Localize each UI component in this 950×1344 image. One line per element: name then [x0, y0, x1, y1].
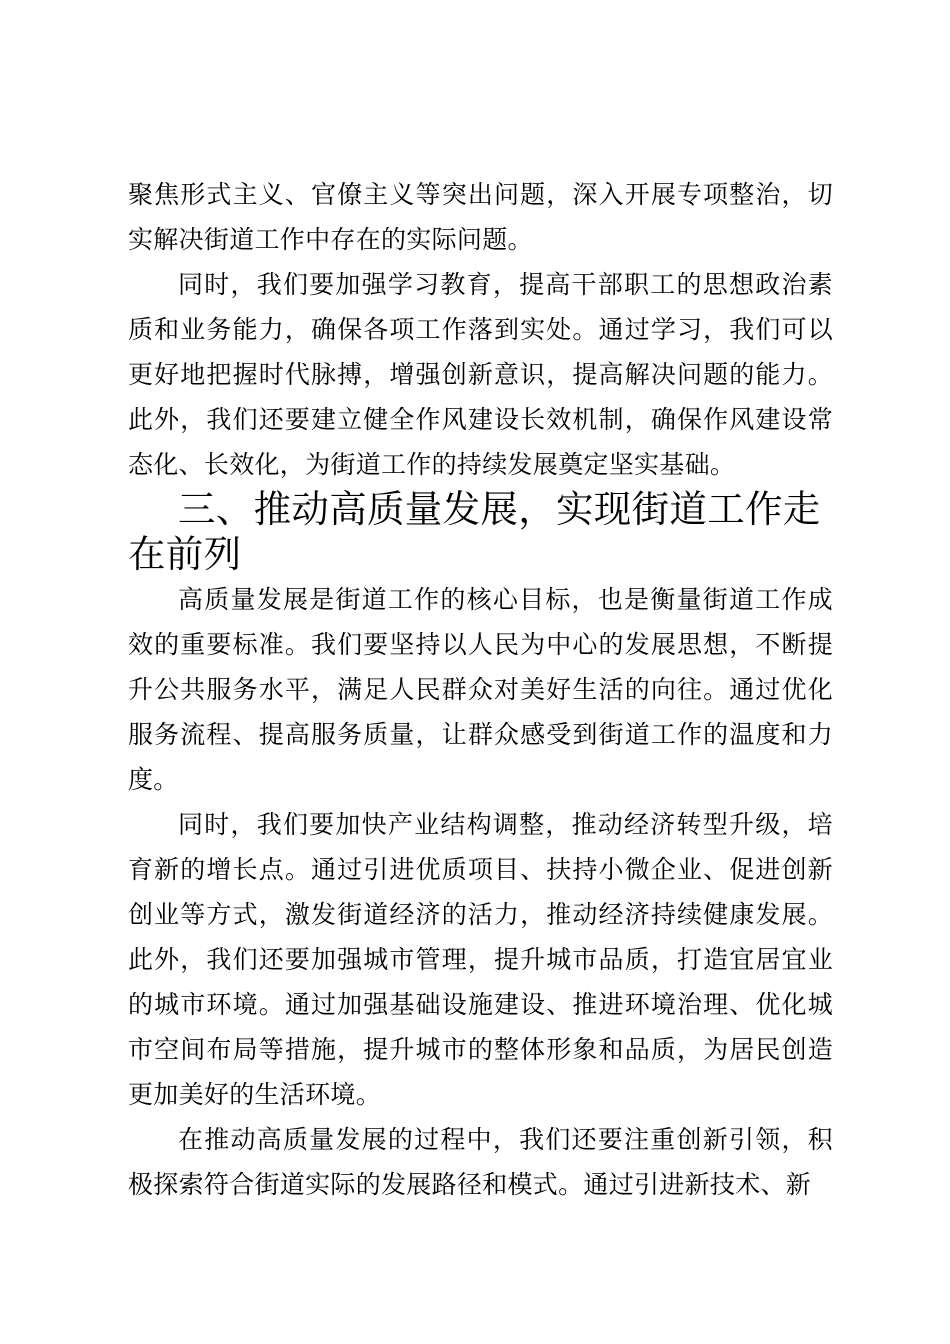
- paragraph-industry-upgrade: 同时，我们要加快产业结构调整，推动经济转型升级，培育新的增长点。通过引进优质项目、扶持小微企业、促进创新创业等方式，激发街道经济的活力，推动经济持续健康发展。此外，我们还要加强城市管理，提升城市品质，打造宜居宜业的城市环境。通过加强基础设施建设、推进环境治理、优化城市空间布局等措施，提升城市的整体形象和品质，为居民创造更加美好的生活环境。: [128, 810, 833, 1109]
- paragraph-study-education: 同时，我们要加强学习教育，提高干部职工的思想政治素质和业务能力，确保各项工作落到实处。通过学习，我们可以更好地把握时代脉搏，增强创新意识，提高解决问题的能力。此外，我们还要建立健全作风建设长效机制，确保作风建设常态化、长效化，为街道工作的持续发展奠定坚实基础。: [128, 270, 833, 479]
- paragraph-continuation: 聚焦形式主义、官僚主义等突出问题，深入开展专项整治，切实解决街道工作中存在的实际问题。: [128, 180, 833, 254]
- section-heading-three: 三、推动高质量发展，实现街道工作走在前列: [128, 487, 821, 576]
- document-body: [128, 172, 833, 1207]
- paragraph-innovation: 在推动高质量发展的过程中，我们还要注重创新引领，积极探索符合街道实际的发展路径和模式。通过引进新技术、新: [128, 1125, 833, 1199]
- paragraph-high-quality-goal: 高质量发展是街道工作的核心目标，也是衡量街道工作成效的重要标准。我们要坚持以人民为中心的发展思想，不断提升公共服务水平，满足人民群众对美好生活的向往。通过优化服务流程、提高服务质量，让群众感受到街道工作的温度和力度。: [128, 585, 833, 794]
